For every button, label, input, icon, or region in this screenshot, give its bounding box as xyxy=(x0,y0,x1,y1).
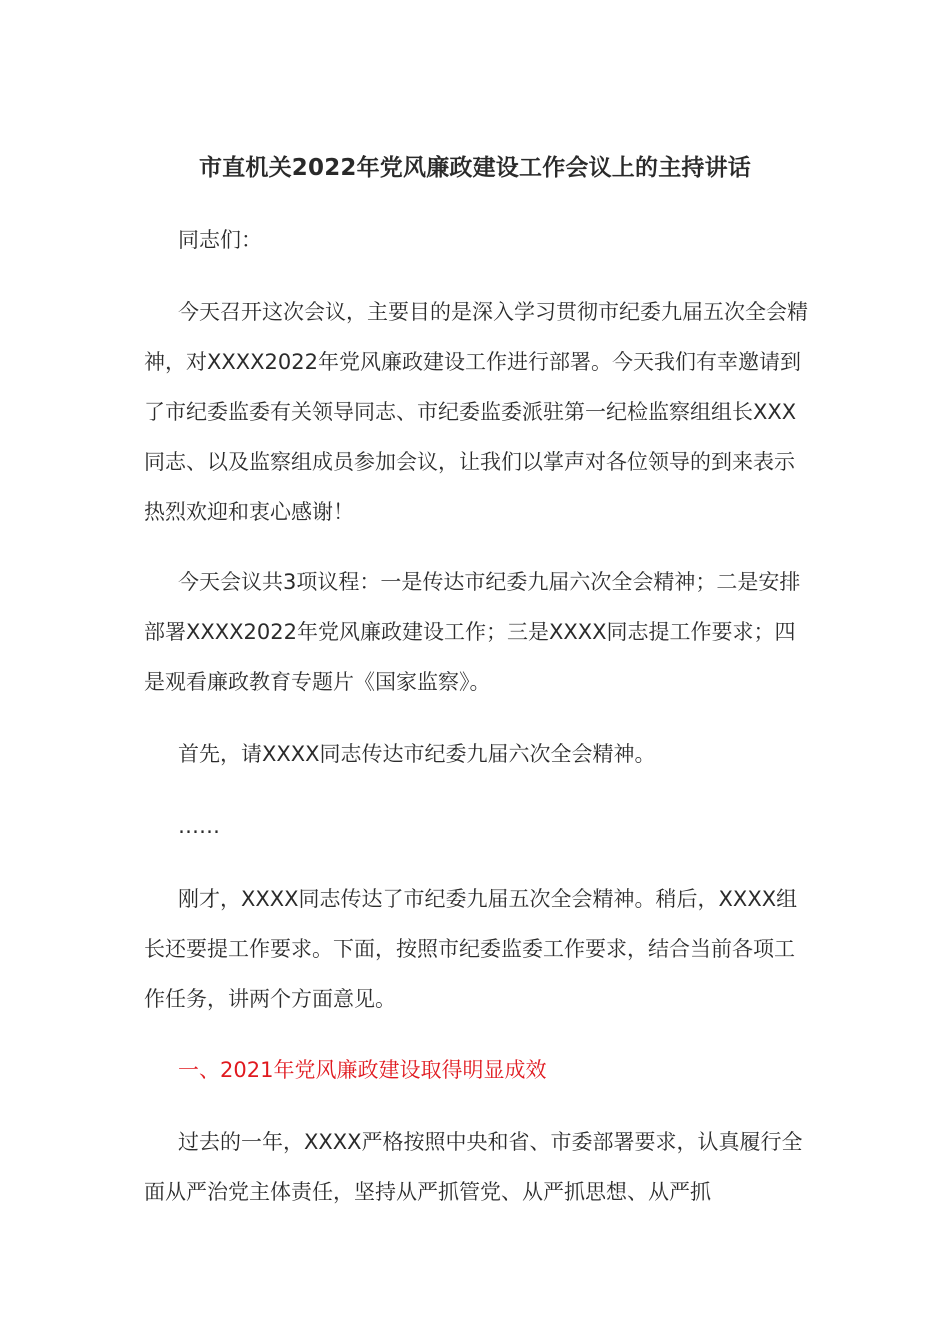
section-heading: 一、2021年党风廉政建设取得明显成效 xyxy=(178,1058,547,1082)
paragraph-first-item: 首先，请XXXX同志传达市纪委九届六次全会精神。 xyxy=(178,742,656,766)
paragraph-ellipsis: …… xyxy=(178,814,220,838)
paragraph-agenda: 今天会议共3项议程：一是传达市纪委九届六次全会精神；二是安排部署XXXX2022年党风廉政建设工作；三是XXXX同志提工作要求；四是观看廉政教育专题片《国家监察》。 xyxy=(144,570,801,694)
paragraph-opening: 今天召开这次会议，主要目的是深入学习贯彻市纪委九届五次全会精神，对XXXX2022年党风廉政建设工作进行部署。今天我们有幸邀请到了市纪委监委有关领导同志、市纪委监委派驻第一纪检监察组组长XXX同志、以及监察组成员参加会议，让我们以掌声对各位领导的到来表示热烈欢迎和衷心感谢！ xyxy=(144,300,808,524)
document-title: 市直机关2022年党风廉政建设工作会议上的主持讲话 xyxy=(198,155,751,181)
greeting: 同志们： xyxy=(178,228,262,252)
paragraph-transition: 刚才，XXXX同志传达了市纪委九届五次全会精神。稍后，XXXX组长还要提工作要求。下面，按照市纪委监委工作要求，结合当前各项工作任务，讲两个方面意见。 xyxy=(144,887,798,1011)
paragraph-review: 过去的一年，XXXX严格按照中央和省、市委部署要求，认真履行全面从严治党主体责任，坚持从严抓管党、从严抓思想、从严抓 xyxy=(144,1130,803,1204)
